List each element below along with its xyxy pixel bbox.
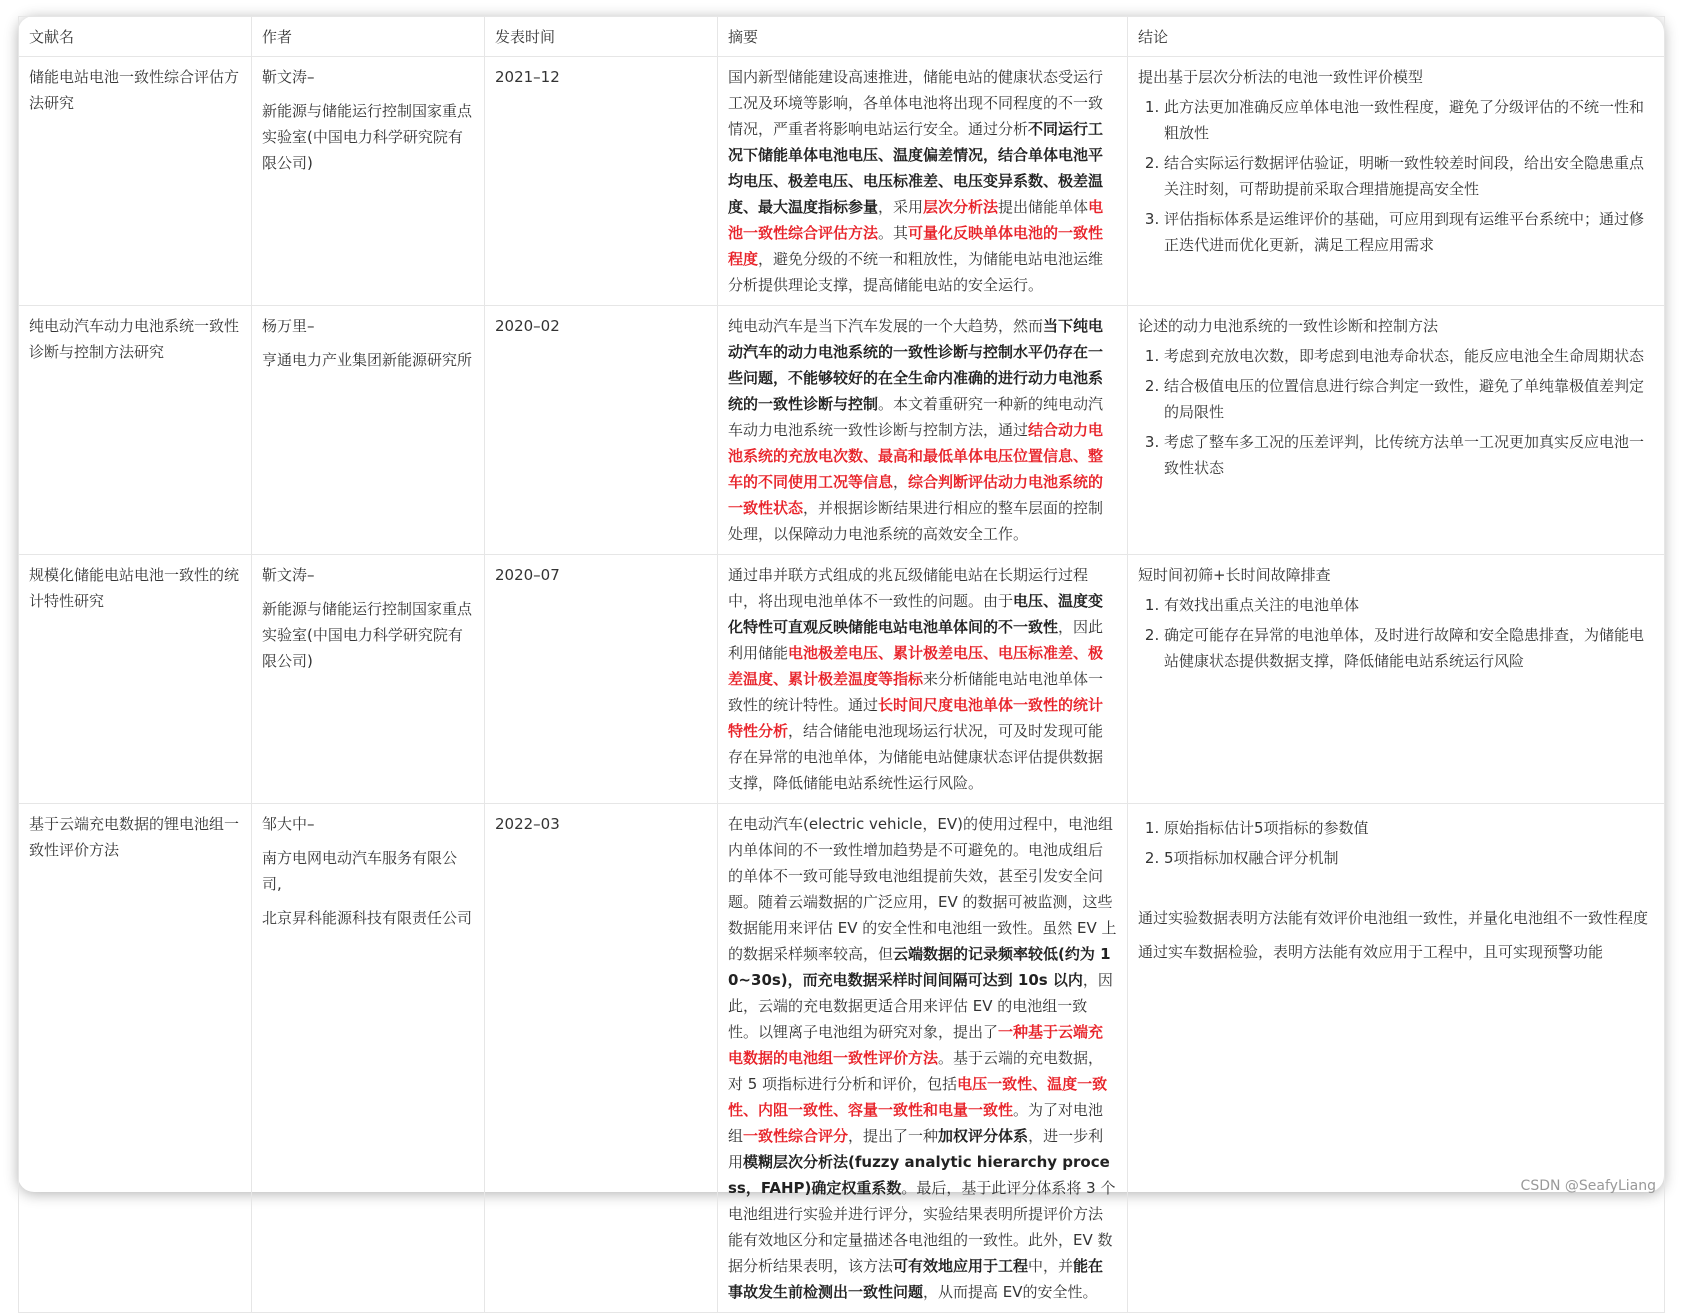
- literature-table: [18, 16, 1665, 1313]
- author-name: 杨万里–: [262, 317, 315, 335]
- abstract-highlight-text: 一致性综合评分: [743, 1127, 849, 1145]
- author-gap: [262, 339, 474, 347]
- table-row: [19, 555, 1665, 804]
- header-author: 作者: [252, 17, 485, 57]
- abstract-text: ，从而提高 EV的安全性。: [923, 1283, 1098, 1301]
- cell-abstract: [718, 804, 1128, 1313]
- author-affiliation: 亨通电力产业集团新能源研究所: [262, 351, 473, 369]
- header-date: 发表时间: [485, 17, 718, 57]
- conclusion-item: 2. 结合实际运行数据评估验证，明晰一致性较差时间段，给出安全隐患重点关注时刻，可帮助提前采取合理措施提高安全性: [1164, 150, 1654, 202]
- author-affiliation: 北京昇科能源科技有限责任公司: [262, 909, 473, 927]
- author-name: 靳文涛–: [262, 566, 315, 584]
- cell-title: 基于云端充电数据的锂电池组一致性评价方法: [19, 804, 252, 1313]
- conclusion-list: [1138, 592, 1654, 674]
- header-title: 文献名: [19, 17, 252, 57]
- abstract-bold-text: 电压、温度变化特性可直观反映储能电站电池单体间的不一致性: [728, 592, 1104, 636]
- author-name: 靳文涛–: [262, 68, 315, 86]
- cell-abstract: [718, 306, 1128, 555]
- abstract-bold-text: 当下纯电动汽车的动力电池系统的一致性诊断与控制水平仍存在一些问题，不能够较好的在全生命内准确的进行动力电池系统的一致性诊断与控制: [728, 317, 1104, 413]
- cell-conclusion: [1128, 57, 1665, 306]
- abstract-highlight-text: 一种基于云端充电数据的电池组一致性评价方法: [728, 1023, 1104, 1067]
- author-affiliation: 新能源与储能运行控制国家重点实验室(中国电力科学研究院有限公司): [262, 102, 473, 172]
- abstract-text: ，提出了一种: [848, 1127, 939, 1145]
- conclusion-item: 2. 结合极值电压的位置信息进行综合判定一致性，避免了单纯靠极值差判定的局限性: [1164, 373, 1654, 425]
- conclusion-item: 1. 有效找出重点关注的电池单体: [1164, 592, 1654, 618]
- abstract-text: ，并根据诊断结果进行相应的整车层面的控制处理，以保障动力电池系统的高效安全工作。: [728, 499, 1104, 543]
- abstract-text: ，: [893, 473, 909, 491]
- cell-abstract: [718, 555, 1128, 804]
- conclusion-item: 3. 评估指标体系是运维评价的基础，可应用到现有运维平台系统中；通过修正迭代进而优化更新，满足工程应用需求: [1164, 206, 1654, 258]
- abstract-highlight-text: 电压一致性、温度一致性、内阻一致性、容量一致性和电量一致性: [728, 1075, 1108, 1119]
- abstract-bold-text: 能在事故发生前检测出一致性问题: [728, 1257, 1104, 1301]
- abstract-text: 中，并: [1028, 1257, 1074, 1275]
- author-affiliation: 南方电网电动汽车服务有限公司,: [262, 849, 458, 893]
- header-abstract: 摘要: [718, 17, 1128, 57]
- conclusion-list: [1138, 815, 1654, 871]
- cell-title: 纯电动汽车动力电池系统一致性诊断与控制方法研究: [19, 306, 252, 555]
- table-row: [19, 57, 1665, 306]
- header-conclusion: 结论: [1128, 17, 1665, 57]
- conclusion-item: 1. 考虑到充放电次数，即考虑到电池寿命状态，能反应电池全生命周期状态: [1164, 343, 1654, 369]
- cell-author: [252, 804, 485, 1313]
- table-row: [19, 306, 1665, 555]
- author-gap: [262, 90, 474, 98]
- conclusion-note: 通过实验数据表明方法能有效评价电池组一致性，并量化电池组不一致性程度: [1138, 909, 1649, 927]
- cell-abstract: [718, 57, 1128, 306]
- abstract-text: ，采用: [878, 198, 924, 216]
- abstract-bold-text: 云端数据的记录频率较低(约为 10~30s)，而充电数据采样时间间隔可达到 10s 以内: [728, 945, 1111, 989]
- abstract-highlight-text: 可量化反映单体电池的一致性程度: [728, 224, 1104, 268]
- abstract-highlight-text: 综合判断评估动力电池系统的一致性状态: [728, 473, 1104, 517]
- abstract-text: 。其: [878, 224, 909, 242]
- abstract-text: ，因此利用储能: [728, 618, 1104, 662]
- conclusion-item: 2. 5项指标加权融合评分机制: [1164, 845, 1654, 871]
- conclusion-item: 1. 原始指标估计5项指标的参数值: [1164, 815, 1654, 841]
- cell-date: 2021–12: [485, 57, 718, 306]
- abstract-highlight-text: 层次分析法: [923, 198, 999, 216]
- conclusion-note: 通过实车数据检验，表明方法能有效应用于工程中，且可实现预警功能: [1138, 943, 1604, 961]
- conclusion-lead: 短时间初筛+长时间故障排查: [1138, 566, 1331, 584]
- abstract-bold-text: 不同运行工况下储能单体电池电压、温度偏差情况，结合单体电池平均电压、极差电压、电压标准差、电压变异系数、极差温度、最大温度指标参量: [728, 120, 1104, 216]
- abstract-text: 。本文着重研究一种新的纯电动汽车动力电池系统一致性诊断与控制方法，通过: [728, 395, 1104, 439]
- abstract-text: ，避免分级的不统一和粗放性，为储能电站电池运维分析提供理论支撑，提高储能电站的安全运行。: [728, 250, 1104, 294]
- conclusion-lead: 论述的动力电池系统的一致性诊断和控制方法: [1138, 317, 1439, 335]
- abstract-highlight-text: 结合动力电池系统的充放电次数、最高和最低单体电压位置信息、整车的不同使用工况等信息: [728, 421, 1104, 491]
- watermark: CSDN @SeafyLiang: [1520, 1178, 1656, 1194]
- author-gap: [262, 588, 474, 596]
- cell-conclusion: [1128, 306, 1665, 555]
- cell-conclusion: [1128, 555, 1665, 804]
- conclusion-list: [1138, 94, 1654, 258]
- cell-date: 2020–07: [485, 555, 718, 804]
- literature-table-card: [18, 16, 1664, 1301]
- abstract-highlight-text: 电池一致性综合评估方法: [728, 198, 1104, 242]
- cell-title: 规模化储能电站电池一致性的统计特性研究: [19, 555, 252, 804]
- conclusion-lead: 提出基于层次分析法的电池一致性评价模型: [1138, 68, 1424, 86]
- conclusion-item: 2. 确定可能存在异常的电池单体，及时进行故障和安全隐患排查，为储能电站健康状态提供数据支撑，降低储能电站系统运行风险: [1164, 622, 1654, 674]
- cell-author: [252, 57, 485, 306]
- cell-author: [252, 306, 485, 555]
- abstract-text: 提出储能单体: [998, 198, 1089, 216]
- cell-author: [252, 555, 485, 804]
- abstract-highlight-text: 电池极差电压、累计极差电压、电压标准差、极差温度、累计极差温度等指标: [728, 644, 1104, 688]
- abstract-text: ，进一步利用: [728, 1127, 1104, 1171]
- cell-conclusion: [1128, 804, 1665, 1313]
- table-header-row: [19, 17, 1665, 57]
- author-affiliation: 新能源与储能运行控制国家重点实验室(中国电力科学研究院有限公司): [262, 600, 473, 670]
- cell-date: 2022–03: [485, 804, 718, 1313]
- abstract-text: 。基于云端的充电数据，对 5 项指标进行分析和评价，包括: [728, 1049, 1104, 1093]
- author-name: 邹大中–: [262, 815, 315, 833]
- author-gap: [262, 837, 474, 845]
- cell-title: 储能电站电池一致性综合评估方法研究: [19, 57, 252, 306]
- conclusion-item: 3. 考虑了整车多工况的压差评判，比传统方法单一工况更加真实反应电池一致性状态: [1164, 429, 1654, 481]
- abstract-text: 纯电动汽车是当下汽车发展的一个大趋势，然而: [728, 317, 1044, 335]
- conclusion-item: 1. 此方法更加准确反应单体电池一致性程度，避免了分级评估的不统一性和粗放性: [1164, 94, 1654, 146]
- abstract-text: 。为了对电池组: [728, 1101, 1104, 1145]
- conclusion-list: [1138, 343, 1654, 481]
- abstract-text: 来分析储能电站电池单体一致性的统计特性。通过: [728, 670, 1104, 714]
- abstract-text: 。最后，基于此评分体系将 3 个电池组进行实验并进行评分，实验结果表明所提评价方法能有效地区分和定量描述各电池组的一致性。此外，EV 数据分析结果表明，该方法: [728, 1179, 1116, 1275]
- author-gap: [262, 897, 474, 905]
- abstract-text: 国内新型储能建设高速推进，储能电站的健康状态受运行工况及环境等影响，各单体电池将出现不同程度的不一致情况，严重者将影响电站运行安全。通过分析: [728, 68, 1104, 138]
- abstract-text: ，因此，云端的充电数据更适合用来评估 EV 的电池组一致性。以锂离子电池组为研究对象，提出了: [728, 971, 1113, 1041]
- cell-date: 2020–02: [485, 306, 718, 555]
- abstract-text: 在电动汽车(electric vehicle，EV)的使用过程中，电池组内单体间的不一致性增加趋势是不可避免的。电池成组后的单体不一致可能导致电池组提前失效，甚至引发安全问题。随着云端数据的广泛应用，EV 的数据可被监测，这些数据能用来评估 EV 的安全性和电池组一致性。虽然 EV 上的数据采样频率较高，但: [728, 815, 1117, 963]
- abstract-text: ，结合储能电池现场运行状况，可及时发现可能存在异常的电池单体，为储能电站健康状态评估提供数据支撑，降低储能电站系统性运行风险。: [728, 722, 1104, 792]
- abstract-text: 通过串并联方式组成的兆瓦级储能电站在长期运行过程中，将出现电池单体不一致性的问题。由于: [728, 566, 1089, 610]
- abstract-bold-text: 可有效地应用于工程: [893, 1257, 1029, 1275]
- abstract-highlight-text: 长时间尺度电池单体一致性的统计特性分析: [728, 696, 1104, 740]
- table-row: [19, 804, 1665, 1313]
- abstract-bold-text: 加权评分体系: [938, 1127, 1029, 1145]
- abstract-bold-text: 模糊层次分析法(fuzzy analytic hierarchy process，FAHP)确定权重系数: [728, 1153, 1110, 1197]
